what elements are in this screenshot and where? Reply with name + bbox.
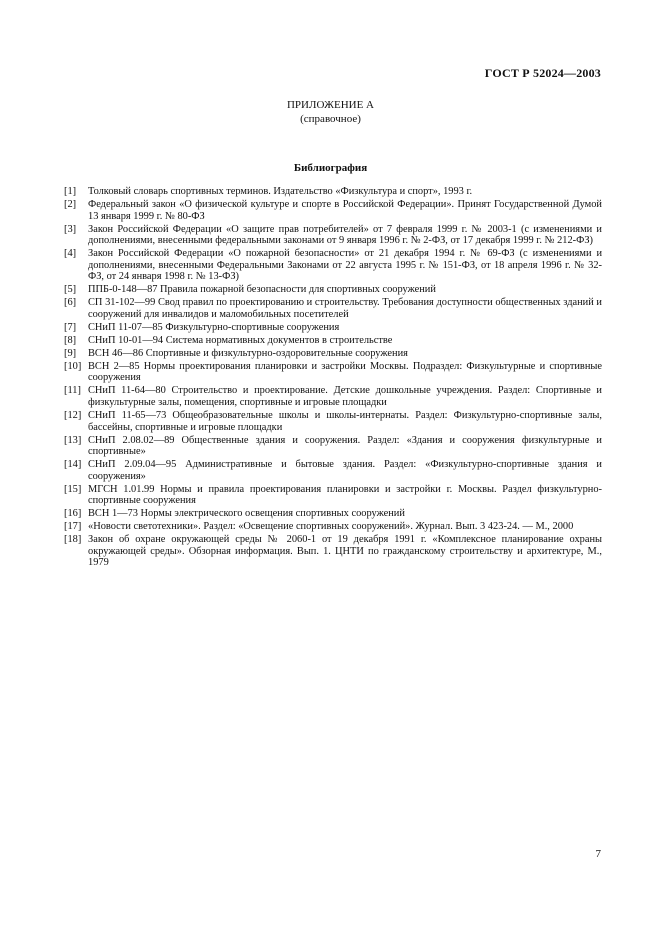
entry-number: [2] [64, 198, 77, 210]
bibliography-entry [64, 361, 602, 384]
entry-number: [8] [64, 334, 77, 346]
entry-text: МГСН 1.01.99 Нормы и правила проектирования планировки и застройки г. Москвы. Раздел физкультурно-спортивные сооружения [88, 483, 602, 507]
entry-text: СНиП 2.08.02—89 Общественные здания и сооружения. Раздел: «Здания и сооружения физкультурные и спортивные» [88, 434, 602, 458]
bibliography-entry [64, 186, 602, 198]
entry-number: [17] [64, 521, 82, 533]
bibliography-entry [64, 348, 602, 360]
entry-number: [13] [64, 434, 82, 446]
entry-text: Закон Российской Федерации «О защите прав потребителей» от 7 февраля 1999 г. № 2003-1 (с изменениями и дополнениями, внесенными федеральными законами от 9 января 1996 г. № 2-ФЗ, от 17 декабря 1999 г. № 212-ФЗ) [88, 223, 602, 247]
entry-number: [11] [64, 385, 81, 397]
entry-text: СНиП 11-65—73 Общеобразовательные школы и школы-интернаты. Раздел: Физкультурно-спортивные залы, бассейны, спортивные и игровые площадки [88, 409, 602, 433]
entry-number: [1] [64, 186, 77, 197]
entry-number: [9] [64, 347, 77, 359]
bibliography-list [64, 186, 602, 570]
entry-text: Закон Российской Федерации «О пожарной безопасности» от 21 декабря 1994 г. № 69-ФЗ (с изменениями и дополнениями, внесенными Федеральными Законами от 22 августа 1995 г. № 151-ФЗ, от 18 апреля 1996 г. № 32-ФЗ, от 24 января 1998 г. № 13-ФЗ) [88, 248, 602, 283]
entry-text: ВСН 2—85 Нормы проектирования планировки и застройки Москвы. Подраздел: Физкультурные и спортивные сооружения [88, 360, 602, 384]
entry-text: ВСН 46—86 Спортивные и физкультурно-оздоровительные сооружения [88, 347, 408, 359]
appendix-heading [0, 98, 661, 126]
entry-number: [4] [64, 248, 77, 260]
entry-text: СНиП 2.09.04—95 Административные и бытовые здания. Раздел: «Физкультурно-спортивные здания и сооружения» [88, 459, 602, 482]
entry-number: [3] [64, 223, 77, 235]
entry-text: ВСН 1—73 Нормы электрического освещения спортивных сооружений [88, 508, 405, 520]
bibliography-entry [64, 534, 602, 569]
bibliography-entry [64, 297, 602, 320]
bibliography-entry [64, 484, 602, 507]
bibliography-entry [64, 224, 602, 247]
entry-text: Закон об охране окружающей среды № 2060-1 от 19 декабря 1991 г. «Комплексное планирование охраны окружающей среды». Обзорная информация. Вып. 1. ЦНТИ по гражданскому строительству и архитектуре, М., 1979 [88, 534, 602, 569]
bibliography-entry [64, 410, 602, 433]
entry-number: [12] [64, 409, 82, 421]
entry-text: СНиП 11-07—85 Физкультурно-спортивные сооружения [88, 321, 340, 333]
appendix-title: ПРИЛОЖЕНИЕ А [286, 99, 374, 111]
bibliography-entry [64, 322, 602, 334]
entry-number: [10] [64, 360, 82, 372]
bibliography-entry [64, 248, 602, 283]
entry-number: [5] [64, 284, 77, 296]
entry-text: СП 31-102—99 Свод правил по проектированию и строительству. Требования доступности общественных зданий и сооружений для инвалидов и маломобильных посетителей [88, 297, 602, 320]
entry-text: Толковый словарь спортивных терминов. Издательство «Физкультура и спорт», 1993 г. [88, 186, 473, 197]
entry-text: «Новости светотехники». Раздел: «Освещение спортивных сооружений». Журнал. Вып. 3 423-24. — М., 2000 [88, 521, 574, 533]
bibliography-title: Библиография [293, 162, 368, 174]
bibliography-entry [64, 521, 602, 533]
bibliography-entry [64, 435, 602, 458]
page-number: 7 [595, 848, 601, 860]
entry-number: [16] [64, 508, 82, 520]
entry-number: [7] [64, 321, 77, 333]
appendix-subtitle: (справочное) [300, 113, 361, 125]
entry-number: [14] [64, 459, 82, 471]
bibliography-entry [64, 284, 602, 296]
entry-number: [15] [64, 483, 82, 495]
bibliography-entry [64, 459, 602, 482]
entry-text: СНиП 11-64—80 Строительство и проектирование. Детские дошкольные учреждения. Раздел: Спортивные и физкультурные залы, помещения, спортивные и игровые площадки [88, 385, 602, 408]
entry-text: ППБ-0-148—87 Правила пожарной безопасности для спортивных сооружений [88, 284, 436, 296]
entry-text: СНиП 10-01—94 Система нормативных документов в строительстве [88, 334, 393, 346]
bibliography-entry [64, 199, 602, 222]
entry-number: [6] [64, 297, 77, 309]
bibliography-entry [64, 385, 602, 408]
entry-text: Федеральный закон «О физической культуре и спорте в Российской Федерации». Принят Государственной Думой 13 января 1999 г. № 80-ФЗ [88, 198, 602, 222]
bibliography-entry [64, 508, 602, 520]
bibliography-entry [64, 335, 602, 347]
document-code: ГОСТ Р 52024—2003 [484, 66, 601, 80]
entry-number: [18] [64, 534, 82, 546]
